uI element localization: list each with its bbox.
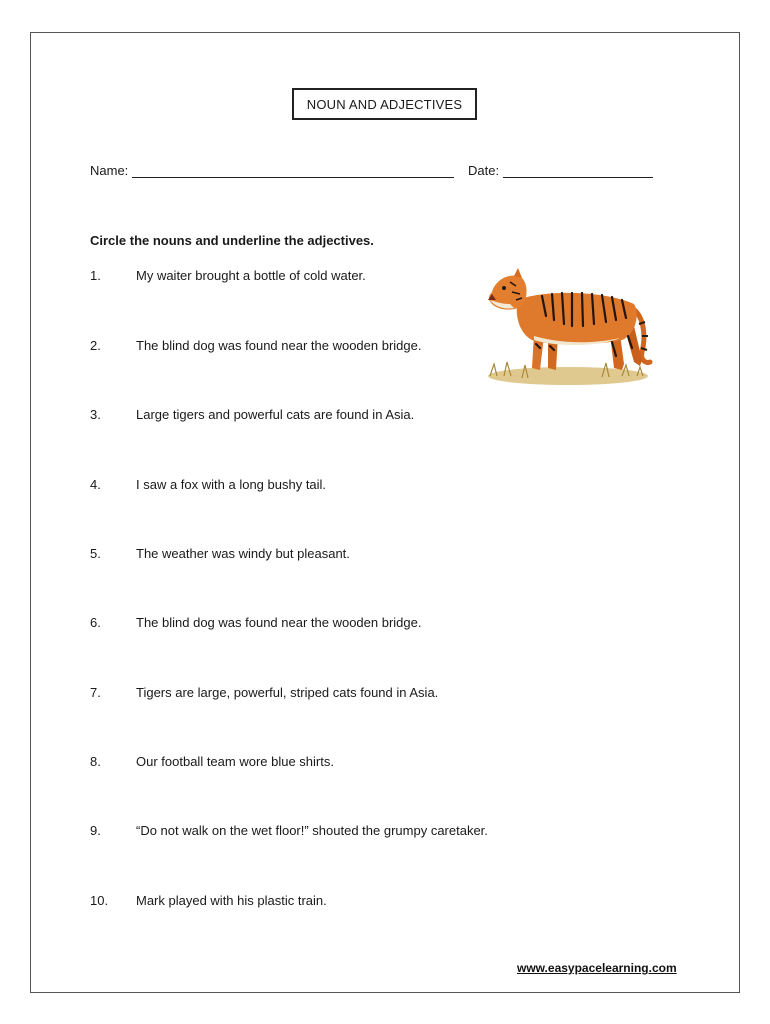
tiger-illustration	[482, 264, 654, 388]
item-number: 3.	[90, 407, 101, 422]
item-number: 10.	[90, 893, 109, 908]
list-item	[90, 477, 326, 492]
item-sentence: The blind dog was found near the wooden bridge.	[136, 615, 422, 630]
name-label: Name:	[90, 163, 129, 178]
date-label: Date:	[468, 163, 500, 178]
list-item	[90, 407, 414, 422]
item-number: 6.	[90, 615, 101, 630]
date-input-line[interactable]	[503, 163, 653, 178]
list-item	[90, 546, 350, 561]
item-sentence: I saw a fox with a long bushy tail.	[136, 477, 327, 492]
item-sentence: Mark played with his plastic train.	[136, 893, 327, 908]
item-sentence: The blind dog was found near the wooden bridge.	[136, 338, 422, 353]
date-field	[468, 163, 653, 178]
instructions: Circle the nouns and underline the adjectives.	[90, 233, 374, 248]
footer-website-link[interactable]: www.easypacelearning.com	[517, 961, 677, 975]
worksheet-title: NOUN AND ADJECTIVES	[292, 88, 477, 120]
name-field	[90, 163, 454, 178]
item-number: 4.	[90, 477, 101, 492]
item-number: 8.	[90, 754, 101, 769]
list-item	[90, 754, 334, 769]
item-sentence: The weather was windy but pleasant.	[136, 546, 350, 561]
item-number: 2.	[90, 338, 101, 353]
item-number: 9.	[90, 823, 101, 838]
item-number: 7.	[90, 685, 101, 700]
item-number: 1.	[90, 268, 101, 283]
item-sentence: “Do not walk on the wet floor!” shouted the grumpy caretaker.	[136, 823, 488, 838]
item-sentence: Tigers are large, powerful, striped cats found in Asia.	[136, 685, 439, 700]
list-item	[90, 823, 488, 838]
name-input-line[interactable]	[132, 163, 454, 178]
list-item	[90, 893, 327, 908]
list-item	[90, 615, 421, 630]
list-item	[90, 338, 421, 353]
item-number: 5.	[90, 546, 101, 561]
item-sentence: My waiter brought a bottle of cold water.	[136, 268, 366, 283]
list-item	[90, 685, 438, 700]
item-sentence: Our football team wore blue shirts.	[136, 754, 334, 769]
item-sentence: Large tigers and powerful cats are found in Asia.	[136, 407, 415, 422]
list-item	[90, 268, 366, 283]
